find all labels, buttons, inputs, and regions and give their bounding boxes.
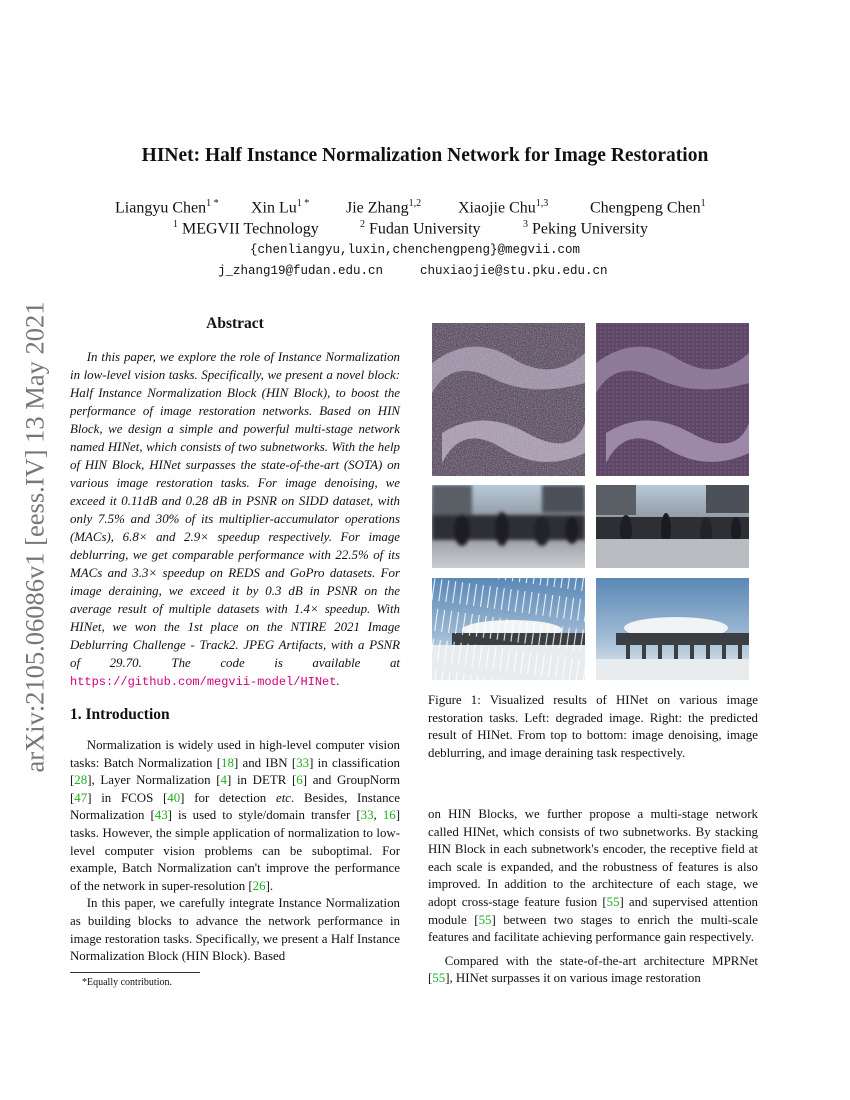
citation-link[interactable]: 33 <box>360 808 374 823</box>
intro-paragraph-1: Normalization is widely used in high-level computer vision tasks: Batch Normalization [18] and IBN [33] in classification [28], Layer Normalization [4] in DETR [6] and GroupNorm [47] in FCOS [40] for detection etc. Besides, Instance Normalization [43] is used to style/domain transfer [33, 16] tasks. However, the simple application of normalization to low-level computer vision problems can be suboptimal. For example, Batch Normalization can't improve the performance of the network in super-resolution [26]. <box>70 738 400 893</box>
citation-link[interactable]: 4 <box>220 773 227 788</box>
citation-link[interactable]: 28 <box>74 773 88 788</box>
citation-link[interactable]: 40 <box>167 790 181 805</box>
footnote: *Equally contribution. <box>82 977 172 988</box>
affiliation-2: $^2$ Fudan University <box>360 219 481 238</box>
footnote-rule <box>70 972 200 973</box>
arxiv-sidebar <box>10 282 60 792</box>
abstract-body: In this paper, we explore the role of Instance Normalization in low-level vision tasks. Specifically, we present a novel block: Half Instance Normalization Block (HIN Block), to boost the performance of image restoration networks. Based on HIN Block, we design a simple and powerful multi-stage network named HINet, which consists of two subnetworks. With the help of HIN Block, HINet surpasses the state-of-the-art (SOTA) on various image restoration tasks. For image denoising, we exceed it 0.11dB and 0.28 dB in PSNR on SIDD dataset, with only 7.5% and 30% of its multiplier-accumulator operations (MACs), 6.8× and 2.9× speedup respectively. For image deblurring, we get comparable performance with 22.5% of its MACs and 3.3× speedup on REDS and GoPro datasets. For image deraining, we exceed it by 0.3 dB in PSNR on the average result of multiple datasets with 1.4× speedup. With HINet, we won the 1st place on the NTIRE 2021 Image Deblurring Challenge - Track2. JPEG Artifacts, with a PSNR of 29.70. The code is available at https://github.com/megvii-model/HINet. <box>70 350 400 689</box>
email-pku: chuxiaojie@stu.pku.edu.cn <box>420 264 608 278</box>
email-line-1: {chenliangyu,luxin,chenchengpeng}@megvii.com <box>250 243 581 257</box>
author-3: Jie Zhang$^{1,2}$ <box>346 198 422 217</box>
right-column-body <box>428 806 758 988</box>
right-paragraph-1: on HIN Blocks, we further propose a multi-stage network called HINet, which consists of two subnetworks. By stacking HIN Block in each subnetwork's encoder, the receptive field at each scale is expanded, and the robustness of features is also improved. In addition to the architecture of each stage, we adopt cross-stage feature fusion [55] and supervised attention module [55] between two stages to enrich the multi-scale features and facilitate achieving performance gain respectively. <box>428 807 758 945</box>
deblur-input-image <box>432 485 585 568</box>
code-link[interactable]: https://github.com/megvii-model/HINet <box>70 675 337 689</box>
citation-link[interactable]: 43 <box>154 808 168 823</box>
deblur-output-image <box>596 485 749 568</box>
right-paragraph-2: Compared with the state-of-the-art architecture MPRNet [55], HINet surpasses it on various image restoration <box>428 953 758 986</box>
citation-link[interactable]: 55 <box>478 912 492 927</box>
citation-link[interactable]: 26 <box>252 878 266 893</box>
intro-paragraph-2: In this paper, we carefully integrate Instance Normalization as building blocks to advance the network performance in image restoration tasks. Specifically, we present a Half Instance Normalization Block (HIN Block). Based <box>70 896 400 964</box>
citation-link[interactable]: 16 <box>382 808 396 823</box>
affiliation-3: $^3$ Peking University <box>523 219 648 238</box>
derain-output-image <box>596 578 749 680</box>
email-fudan: j_zhang19@fudan.edu.cn <box>218 264 384 278</box>
citation-link[interactable]: 6 <box>296 773 303 788</box>
figure-1-caption: Figure 1: Visualized results of HINet on various image restoration tasks. Left: degraded image. Right: the predicted result of HINet. From top to bottom: image denoising, image deblurring, and image deraining task respectively. <box>428 693 758 760</box>
denoise-output-image <box>596 323 749 476</box>
denoise-input-image <box>432 323 585 476</box>
abstract-heading: Abstract <box>206 315 264 332</box>
citation-link[interactable]: 47 <box>74 790 88 805</box>
affiliation-1: $^1$ MEGVII Technology <box>173 219 319 238</box>
citation-link[interactable]: 33 <box>296 755 310 770</box>
intro-heading: 1. Introduction <box>70 706 170 723</box>
author-2: Xin $Lu^{1 *}$ <box>251 198 310 217</box>
citation-link[interactable]: 18 <box>221 755 234 770</box>
citation-link[interactable]: 55 <box>606 894 620 909</box>
author-1: Liangyu Chen$^{1 *}$ <box>115 198 219 217</box>
derain-input-image <box>432 578 585 680</box>
author-4: Xiaojie Chu$^{1,3}$ <box>458 198 549 217</box>
author-5: Chengpeng Chen$^1$ <box>590 198 706 217</box>
arxiv-id: arXiv:2105.06086v1 [eess.IV] 13 May 2021 <box>19 301 50 773</box>
intro-body <box>70 737 400 966</box>
paper-title: HINet: Half Instance Normalization Network for Image Restoration <box>141 145 709 166</box>
citation-link[interactable]: 55 <box>432 971 446 986</box>
